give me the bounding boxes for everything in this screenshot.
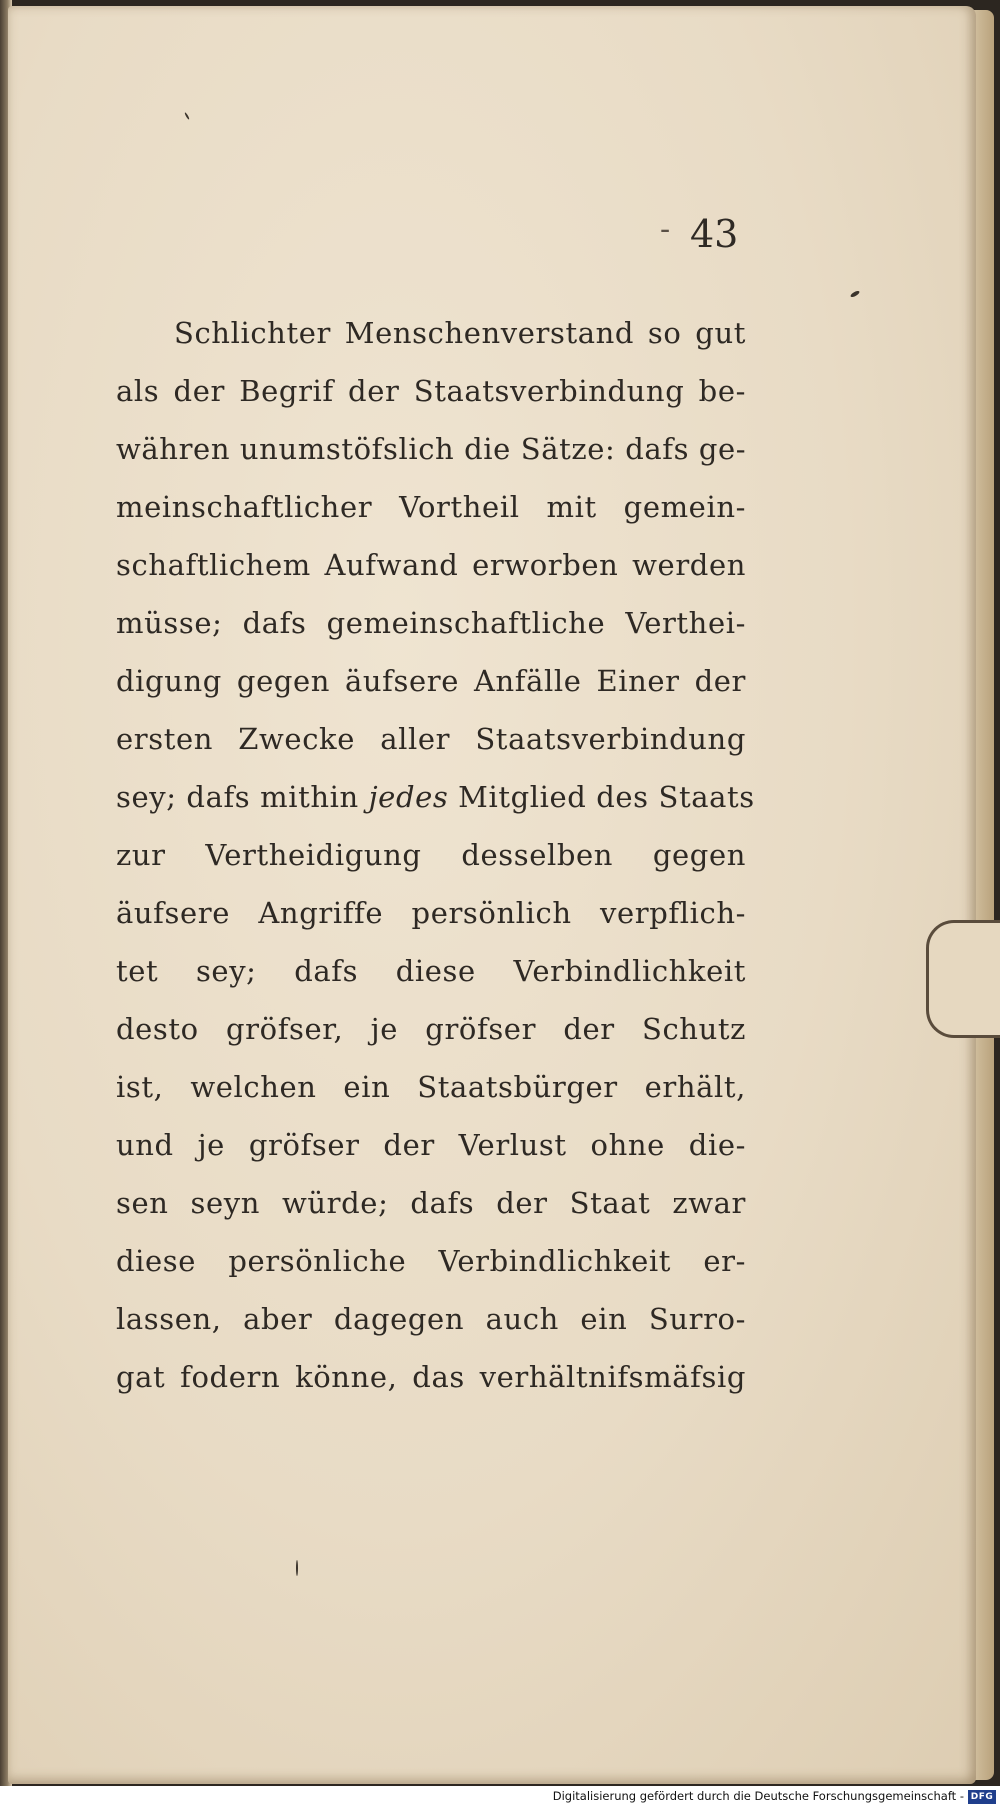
text-line bbox=[116, 652, 746, 710]
text-line bbox=[116, 420, 746, 478]
text-line bbox=[116, 1174, 746, 1232]
text-line bbox=[116, 1290, 746, 1348]
text-line-segment: ist, welchen ein Staatsbürger erhält, bbox=[116, 1070, 746, 1104]
text-line bbox=[116, 594, 746, 652]
text-line-segment: müsse; dafs gemeinschaftliche Verthei- bbox=[116, 606, 746, 640]
text-line-segment: Schlichter Menschenverstand so gut bbox=[174, 316, 746, 350]
text-line-segment: diese persönliche Verbindlichkeit er- bbox=[116, 1244, 746, 1278]
body-text bbox=[116, 304, 755, 1406]
text-line bbox=[116, 1000, 746, 1058]
page-tab-marker bbox=[926, 920, 1000, 1038]
dfg-logo: DFG bbox=[968, 1790, 996, 1804]
text-line-segment: gat fodern könne, das verhältnifsmäfsig bbox=[116, 1360, 746, 1394]
page-number: 43 bbox=[690, 212, 739, 256]
text-line bbox=[116, 536, 746, 594]
text-line-segment: sen seyn würde; dafs der Staat zwar bbox=[116, 1186, 746, 1220]
text-line-segment: meinschaftlicher Vortheil mit gemein- bbox=[116, 490, 746, 524]
text-line-segment: sey; dafs mithin bbox=[116, 780, 369, 814]
footer-bar bbox=[0, 1786, 1000, 1808]
text-line bbox=[116, 942, 746, 1000]
text-line bbox=[116, 304, 746, 362]
text-line bbox=[116, 826, 746, 884]
emphasized-word: jedes bbox=[368, 780, 449, 814]
text-line bbox=[116, 884, 746, 942]
text-line-segment: währen unumstöfslich die Sätze: dafs ge- bbox=[116, 432, 747, 466]
text-line-segment: schaftlichem Aufwand erworben werden bbox=[116, 548, 746, 582]
page-number-mark: - bbox=[660, 212, 671, 247]
text-line-segment: ersten Zwecke aller Staatsverbindung bbox=[116, 722, 746, 756]
text-line-segment: zur Vertheidigung desselben gegen bbox=[116, 838, 746, 872]
text-line bbox=[116, 1058, 746, 1116]
text-line bbox=[116, 478, 746, 536]
text-line bbox=[116, 1232, 746, 1290]
text-line-segment: tet sey; dafs diese Verbindlichkeit bbox=[116, 954, 746, 988]
paper-speck bbox=[296, 1560, 298, 1576]
text-line bbox=[116, 1348, 746, 1406]
text-line-segment: digung gegen äufsere Anfälle Einer der bbox=[116, 664, 746, 698]
text-line bbox=[116, 1116, 746, 1174]
text-line bbox=[116, 710, 746, 768]
text-line bbox=[116, 362, 746, 420]
text-line-segment: Mitglied des Staats bbox=[448, 780, 755, 814]
text-line-segment: äufsere Angriffe persönlich verpflich- bbox=[116, 896, 746, 930]
text-line-segment: lassen, aber dagegen auch ein Surro- bbox=[116, 1302, 746, 1336]
text-line bbox=[116, 768, 755, 826]
text-line-segment: desto gröfser, je gröfser der Schutz bbox=[116, 1012, 746, 1046]
footer-credit: Digitalisierung gefördert durch die Deutsche Forschungsgemeinschaft - bbox=[552, 1789, 964, 1803]
text-line-segment: und je gröfser der Verlust ohne die- bbox=[116, 1128, 746, 1162]
text-line-segment: als der Begrif der Staatsverbindung be- bbox=[116, 374, 746, 408]
